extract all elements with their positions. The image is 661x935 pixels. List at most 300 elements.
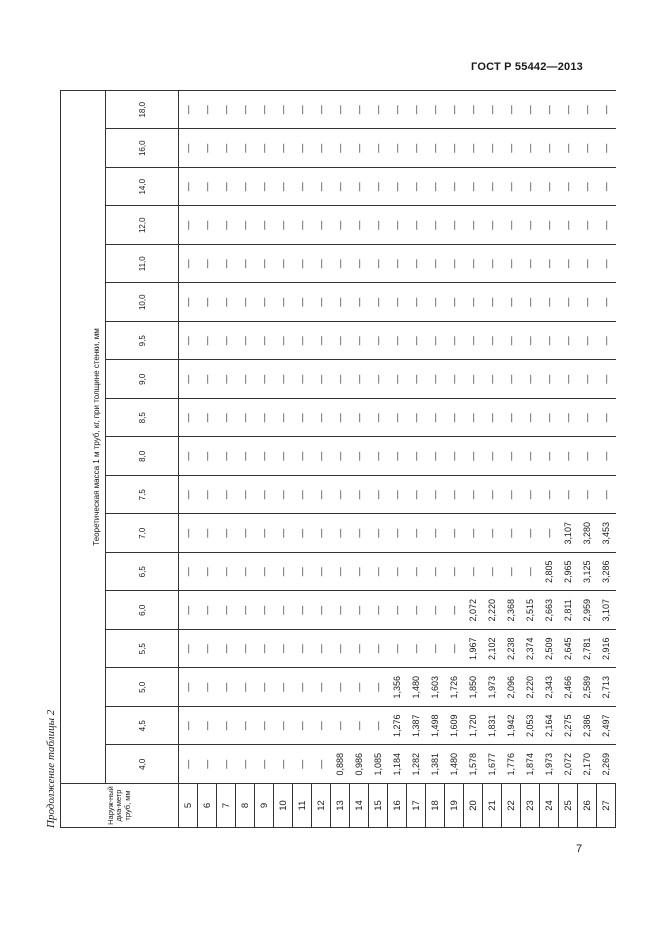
thickness-header: 5,0 (106, 668, 179, 707)
mass-cell: — (559, 437, 578, 476)
mass-cell: — (293, 437, 312, 476)
mass-cell: — (521, 283, 540, 322)
mass-cell: — (350, 591, 369, 630)
mass-cell: 2,509 (540, 630, 559, 669)
mass-cell: — (331, 206, 350, 245)
thickness-header: 4,5 (106, 707, 179, 746)
mass-cell: — (521, 399, 540, 438)
diameter-cell: 6 (198, 784, 217, 828)
mass-cell: — (274, 668, 293, 707)
mass-cell: — (369, 206, 388, 245)
mass-cell: — (274, 745, 293, 784)
mass-cell: — (540, 476, 559, 515)
mass-cell: — (293, 707, 312, 746)
thickness-header: 9,0 (106, 360, 179, 399)
table-row (274, 91, 293, 828)
mass-cell: — (464, 360, 483, 399)
mass-cell: — (407, 129, 426, 168)
mass-cell: — (217, 129, 236, 168)
mass-cell: 2,343 (540, 668, 559, 707)
table-row (293, 91, 312, 828)
mass-cell: — (388, 399, 407, 438)
diameter-cell: 24 (540, 784, 559, 828)
mass-cell: — (198, 630, 217, 669)
mass-cell: — (255, 245, 274, 284)
mass-cell: — (350, 91, 369, 130)
mass-cell: — (445, 514, 464, 553)
mass-cell: — (407, 437, 426, 476)
mass-cell: — (502, 283, 521, 322)
mass-cell: — (331, 668, 350, 707)
mass-cell: — (483, 283, 502, 322)
table-row (578, 91, 597, 828)
mass-cell: — (578, 437, 597, 476)
mass-cell: — (293, 399, 312, 438)
mass-cell: 0,888 (331, 745, 350, 784)
mass-cell: — (312, 399, 331, 438)
mass-cell: — (179, 283, 198, 322)
mass-cell: 2,965 (559, 553, 578, 592)
mass-cell: — (331, 91, 350, 130)
table-row (312, 91, 331, 828)
table-row (426, 91, 445, 828)
mass-cell: — (293, 168, 312, 207)
table-row (255, 91, 274, 828)
mass-cell: 2,220 (483, 591, 502, 630)
mass-cell: — (350, 514, 369, 553)
mass-cell: — (407, 591, 426, 630)
mass-cell: — (597, 399, 616, 438)
mass-cell: — (217, 437, 236, 476)
mass-cell: — (217, 668, 236, 707)
mass-cell: 1,480 (445, 745, 464, 784)
mass-cell: — (179, 745, 198, 784)
mass-cell: — (426, 476, 445, 515)
mass-cell: — (407, 630, 426, 669)
mass-cell: — (236, 553, 255, 592)
mass-cell: — (559, 360, 578, 399)
thickness-header: 16,0 (106, 129, 179, 168)
mass-cell: 2,275 (559, 707, 578, 746)
mass-cell: — (350, 168, 369, 207)
thickness-header: 11,0 (106, 245, 179, 284)
mass-cell: — (236, 476, 255, 515)
mass-cell: — (198, 168, 217, 207)
mass-cell: 1,387 (407, 707, 426, 746)
mass-cell: — (217, 745, 236, 784)
mass-cell: — (426, 437, 445, 476)
mass-cell: — (312, 360, 331, 399)
mass-cell: — (217, 245, 236, 284)
mass-cell: — (369, 707, 388, 746)
mass-cell: — (407, 553, 426, 592)
mass-cell: — (445, 476, 464, 515)
mass-cell: — (274, 591, 293, 630)
mass-cell: 3,125 (578, 553, 597, 592)
thickness-header: 6,5 (106, 553, 179, 592)
mass-cell: — (274, 437, 293, 476)
mass-cell: 2,713 (597, 668, 616, 707)
mass-cell: — (331, 360, 350, 399)
mass-cell: — (217, 322, 236, 361)
mass-cell: — (179, 129, 198, 168)
mass-cell: — (426, 283, 445, 322)
mass-cell: 2,269 (597, 745, 616, 784)
mass-cell: — (426, 514, 445, 553)
mass-cell: — (293, 668, 312, 707)
mass-cell: — (217, 168, 236, 207)
mass-cell: — (293, 476, 312, 515)
mass-cell: — (464, 399, 483, 438)
mass-cell: 1,973 (540, 745, 559, 784)
mass-cell: 2,497 (597, 707, 616, 746)
mass-cell: — (540, 129, 559, 168)
mass-cell: — (540, 168, 559, 207)
mass-cell: — (350, 283, 369, 322)
mass-cell: — (255, 553, 274, 592)
mass-cell: 1,776 (502, 745, 521, 784)
mass-cell: 1,498 (426, 707, 445, 746)
mass-cell: — (578, 283, 597, 322)
mass-cell: — (597, 476, 616, 515)
mass-cell: 2,102 (483, 630, 502, 669)
mass-cell: — (483, 91, 502, 130)
mass-cell: 1,973 (483, 668, 502, 707)
diameter-cell: 16 (388, 784, 407, 828)
table-row (521, 91, 540, 828)
mass-cell: — (483, 168, 502, 207)
mass-cell: — (426, 360, 445, 399)
mass-cell: — (331, 591, 350, 630)
mass-cell: — (198, 245, 217, 284)
mass-cell: — (179, 168, 198, 207)
mass-cell: — (388, 476, 407, 515)
mass-cell: — (502, 437, 521, 476)
mass-cell: — (331, 553, 350, 592)
mass-cell: — (236, 283, 255, 322)
mass-cell: — (369, 322, 388, 361)
mass-cell: — (502, 322, 521, 361)
mass-cell: — (502, 476, 521, 515)
mass-cell: — (179, 399, 198, 438)
table-row (350, 91, 369, 828)
diameter-cell: 27 (597, 784, 616, 828)
mass-cell: — (388, 168, 407, 207)
mass-cell: — (312, 129, 331, 168)
mass-cell: — (578, 476, 597, 515)
mass-cell: — (559, 283, 578, 322)
mass-cell: — (407, 91, 426, 130)
mass-cell: 1,609 (445, 707, 464, 746)
table-row (483, 91, 502, 828)
mass-cell: — (255, 360, 274, 399)
thickness-header: 5,5 (106, 630, 179, 669)
mass-cell: — (198, 283, 217, 322)
thickness-header: 9,5 (106, 322, 179, 361)
mass-cell: 1,356 (388, 668, 407, 707)
mass-cell: 3,107 (559, 514, 578, 553)
mass-cell: — (597, 245, 616, 284)
mass-cell: — (407, 476, 426, 515)
diameter-cell: 9 (255, 784, 274, 828)
document-code: ГОСТ Р 55442—2013 (471, 61, 583, 73)
mass-cell: — (578, 91, 597, 130)
mass-cell: — (426, 91, 445, 130)
mass-cell: — (464, 168, 483, 207)
mass-cell: — (179, 437, 198, 476)
mass-cell: — (369, 476, 388, 515)
mass-cell: — (464, 91, 483, 130)
mass-cell: — (388, 437, 407, 476)
mass-cell: — (255, 437, 274, 476)
mass-cell: 2,466 (559, 668, 578, 707)
mass-cell: — (236, 514, 255, 553)
mass-cell: 2,663 (540, 591, 559, 630)
mass-cell: 2,220 (521, 668, 540, 707)
mass-cell: 1,720 (464, 707, 483, 746)
mass-cell: — (388, 360, 407, 399)
mass-cell: — (217, 707, 236, 746)
mass-cell: — (559, 322, 578, 361)
mass-cell: — (350, 322, 369, 361)
mass-cell: — (540, 283, 559, 322)
mass-cell: — (350, 630, 369, 669)
diameter-cell: 25 (559, 784, 578, 828)
mass-cell: 1,603 (426, 668, 445, 707)
mass-cell: — (578, 168, 597, 207)
thickness-header: 14,0 (106, 168, 179, 207)
mass-cell: — (312, 245, 331, 284)
table-row (559, 91, 578, 828)
mass-cell: — (578, 360, 597, 399)
mass-cell: — (312, 553, 331, 592)
mass-cell: 2,368 (502, 591, 521, 630)
table-row (236, 91, 255, 828)
mass-cell: — (445, 437, 464, 476)
mass-cell: — (559, 129, 578, 168)
mass-cell: — (369, 553, 388, 592)
mass-cell: — (388, 514, 407, 553)
mass-cell: — (350, 476, 369, 515)
mass-cell: — (483, 129, 502, 168)
diameter-cell: 17 (407, 784, 426, 828)
table-row (198, 91, 217, 828)
mass-cell: — (502, 553, 521, 592)
mass-cell: — (388, 129, 407, 168)
mass-cell: 2,053 (521, 707, 540, 746)
mass-cell: — (388, 91, 407, 130)
outer-diameter-header: Наруж-ный диа-метр труб, мм (61, 784, 179, 828)
mass-cell: — (217, 206, 236, 245)
mass-cell: — (369, 283, 388, 322)
mass-cell: 1,677 (483, 745, 502, 784)
mass-cell: — (407, 245, 426, 284)
mass-cell: — (331, 476, 350, 515)
mass-cell: 1,942 (502, 707, 521, 746)
diameter-cell: 10 (274, 784, 293, 828)
mass-cell: — (312, 322, 331, 361)
mass-cell: — (236, 206, 255, 245)
mass-cell: — (236, 668, 255, 707)
mass-cell: 3,286 (597, 553, 616, 592)
mass-cell: — (179, 206, 198, 245)
mass-cell: — (274, 283, 293, 322)
mass-cell: — (217, 476, 236, 515)
mass-cell: — (198, 129, 217, 168)
mass-cell: — (217, 553, 236, 592)
mass-cell: — (521, 476, 540, 515)
mass-cell: 2,515 (521, 591, 540, 630)
mass-cell: — (179, 707, 198, 746)
mass-cell: 2,386 (578, 707, 597, 746)
mass-cell: — (255, 707, 274, 746)
mass-cell: — (407, 514, 426, 553)
mass-cell: — (578, 206, 597, 245)
mass-cell: — (464, 322, 483, 361)
mass-cell: — (312, 168, 331, 207)
mass-cell: — (388, 591, 407, 630)
mass-cell: — (578, 399, 597, 438)
mass-cell: — (369, 91, 388, 130)
mass-cell: — (179, 476, 198, 515)
diameter-cell: 5 (179, 784, 198, 828)
mass-cell: — (331, 283, 350, 322)
mass-cell: — (445, 360, 464, 399)
mass-cell: — (236, 129, 255, 168)
mass-cell: 1,381 (426, 745, 445, 784)
mass-cell: — (179, 630, 198, 669)
diameter-cell: 21 (483, 784, 502, 828)
mass-cell: — (293, 322, 312, 361)
mass-cell: — (179, 360, 198, 399)
table-row (445, 91, 464, 828)
mass-cell: — (255, 476, 274, 515)
mass-group-header: Теоретическая масса 1 м труб, кг, при толщине стенки, мм (61, 91, 106, 784)
mass-cell: — (540, 91, 559, 130)
mass-cell: — (521, 129, 540, 168)
mass-cell: — (369, 245, 388, 284)
mass-cell: — (578, 322, 597, 361)
mass-cell: — (407, 399, 426, 438)
mass-cell: — (388, 245, 407, 284)
mass-cell: 2,811 (559, 591, 578, 630)
mass-cell: — (198, 553, 217, 592)
mass-cell: — (274, 630, 293, 669)
mass-cell: — (312, 91, 331, 130)
table-row (179, 91, 198, 828)
mass-cell: — (274, 129, 293, 168)
mass-cell: — (521, 514, 540, 553)
mass-cell: — (293, 360, 312, 399)
mass-cell: — (331, 630, 350, 669)
mass-cell: — (578, 129, 597, 168)
mass-cell: — (274, 553, 293, 592)
mass-cell: — (274, 206, 293, 245)
mass-cell: 1,831 (483, 707, 502, 746)
diameter-cell: 19 (445, 784, 464, 828)
mass-cell: — (559, 206, 578, 245)
mass-cell: — (483, 360, 502, 399)
mass-cell: — (179, 591, 198, 630)
mass-cell: — (426, 206, 445, 245)
mass-cell: — (217, 91, 236, 130)
mass-cell: — (445, 245, 464, 284)
mass-cell: — (350, 399, 369, 438)
diameter-cell: 22 (502, 784, 521, 828)
mass-cell: — (426, 168, 445, 207)
mass-cell: — (350, 553, 369, 592)
mass-cell: — (293, 206, 312, 245)
mass-cell: 2,164 (540, 707, 559, 746)
diameter-cell: 8 (236, 784, 255, 828)
mass-cell: — (445, 283, 464, 322)
mass-cell: — (236, 360, 255, 399)
mass-cell: — (483, 553, 502, 592)
mass-cell: — (312, 283, 331, 322)
mass-cell: 1,085 (369, 745, 388, 784)
mass-cell: — (274, 168, 293, 207)
thickness-header: 6,0 (106, 591, 179, 630)
mass-cell: — (179, 91, 198, 130)
mass-cell: 2,589 (578, 668, 597, 707)
mass-cell: — (217, 283, 236, 322)
mass-cell: — (426, 591, 445, 630)
mass-cell: — (274, 707, 293, 746)
mass-cell: — (331, 129, 350, 168)
mass-cell: — (198, 476, 217, 515)
mass-cell: — (426, 630, 445, 669)
mass-cell: — (217, 360, 236, 399)
thickness-header: 7,0 (106, 514, 179, 553)
mass-cell: — (388, 283, 407, 322)
mass-cell: — (502, 129, 521, 168)
mass-cell: — (540, 245, 559, 284)
thickness-header: 8,5 (106, 399, 179, 438)
mass-cell: — (445, 399, 464, 438)
table-row (597, 91, 616, 828)
mass-cell: — (293, 514, 312, 553)
mass-cell: — (521, 322, 540, 361)
mass-cell: — (559, 245, 578, 284)
mass-cell: — (331, 322, 350, 361)
mass-cell: — (445, 553, 464, 592)
mass-cell: 1,282 (407, 745, 426, 784)
mass-cell: — (464, 514, 483, 553)
diameter-cell: 15 (369, 784, 388, 828)
mass-cell: — (179, 668, 198, 707)
mass-cell: — (198, 707, 217, 746)
mass-cell: — (426, 129, 445, 168)
mass-cell: — (445, 206, 464, 245)
mass-cell: — (293, 553, 312, 592)
mass-cell: — (483, 322, 502, 361)
mass-cell: 1,578 (464, 745, 483, 784)
mass-cell: — (198, 360, 217, 399)
mass-cell: — (312, 668, 331, 707)
mass-cell: — (293, 91, 312, 130)
mass-cell: — (483, 437, 502, 476)
mass-cell: — (445, 322, 464, 361)
mass-cell: — (388, 553, 407, 592)
diameter-cell: 26 (578, 784, 597, 828)
mass-cell: — (179, 553, 198, 592)
mass-cell: — (521, 553, 540, 592)
mass-cell: — (369, 129, 388, 168)
mass-cell: — (502, 168, 521, 207)
mass-table (60, 90, 616, 828)
mass-cell: 1,850 (464, 668, 483, 707)
mass-cell: — (331, 707, 350, 746)
